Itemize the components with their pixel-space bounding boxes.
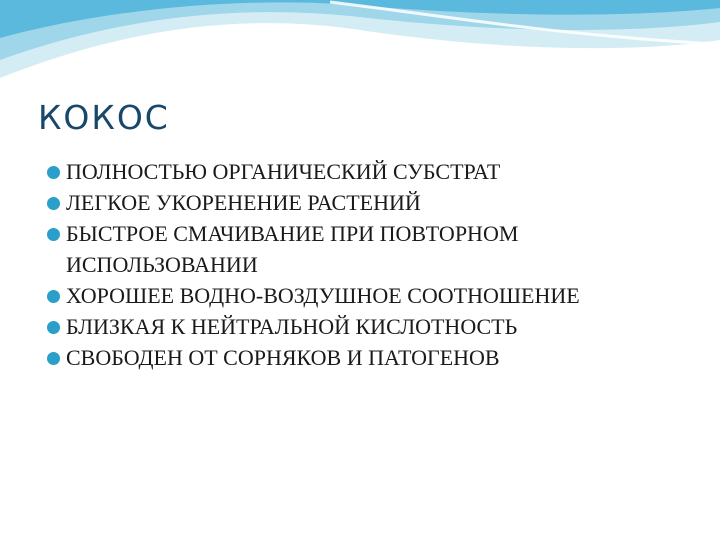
bullet-icon (47, 290, 60, 303)
list-item (44, 342, 704, 373)
list-item-text: ХОРОШЕЕ ВОДНО-ВОЗДУШНОЕ СООТНОШЕНИЕ (66, 283, 580, 308)
bullet-icon (47, 352, 60, 365)
bullet-icon (47, 321, 60, 334)
bullet-icon (47, 197, 60, 210)
list-item (44, 218, 704, 280)
list-item (44, 311, 704, 342)
list-item-text: БЛИЗКАЯ К НЕЙТРАЛЬНОЙ КИСЛОТНОСТЬ (66, 314, 518, 339)
list-item-text: ПОЛНОСТЬЮ ОРГАНИЧЕСКИЙ СУБСТРАТ (66, 159, 501, 184)
list-item-text: БЫСТРОЕ СМАЧИВАНИЕ ПРИ ПОВТОРНОМ ИСПОЛЬЗОВАНИИ (66, 221, 519, 277)
bullet-icon (47, 228, 60, 241)
list-item-text: ЛЕГКОЕ УКОРЕНЕНИЕ РАСТЕНИЙ (66, 190, 421, 215)
list-item (44, 187, 704, 218)
list-item-text: СВОБОДЕН ОТ СОРНЯКОВ И ПАТОГЕНОВ (66, 345, 500, 370)
bullet-icon (47, 166, 60, 179)
bullet-list (44, 156, 704, 373)
list-item (44, 156, 704, 187)
slide-title: КОКОС (38, 98, 170, 137)
list-item (44, 280, 704, 311)
header-wave-decoration (0, 0, 720, 90)
